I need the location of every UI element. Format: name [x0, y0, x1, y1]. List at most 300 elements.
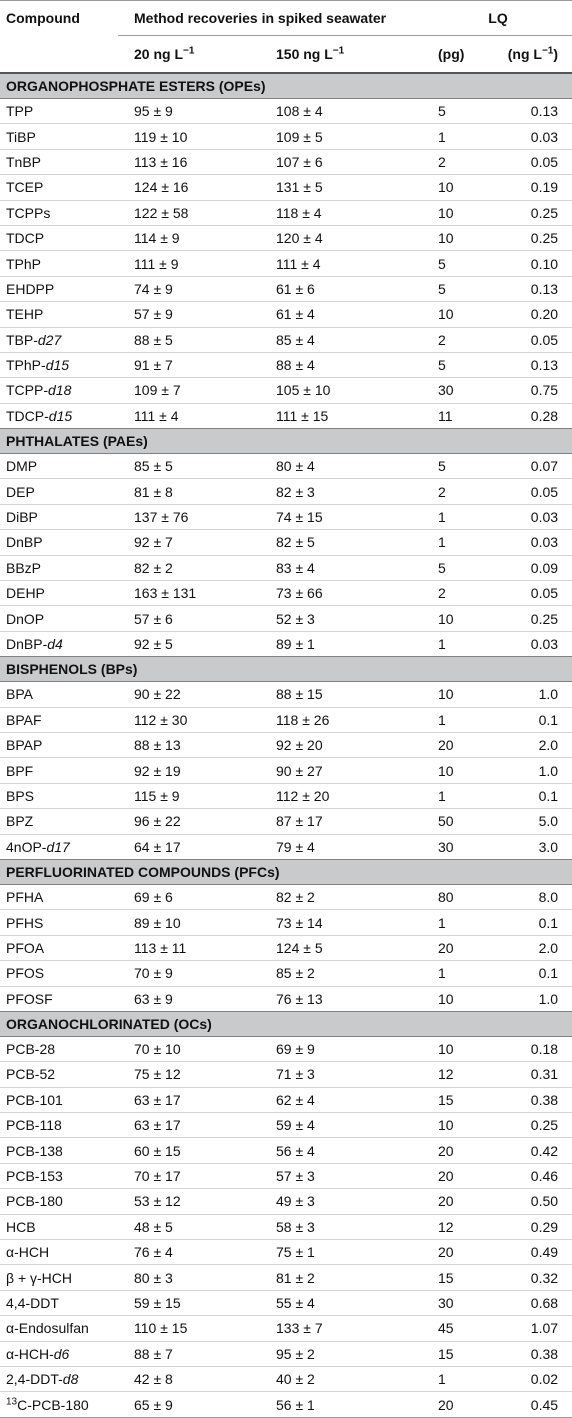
recovery-150-ngl: 108 ± 4 [276, 103, 323, 120]
table-header [0, 1, 572, 74]
compound-name: TPP [6, 103, 34, 120]
compound-name: TCPPs [6, 204, 51, 221]
table-row [0, 352, 572, 377]
recovery-150-ngl: 61 ± 6 [276, 280, 315, 297]
lq-pg: 10 [438, 762, 454, 779]
lq-ngl: 0.38 [530, 1091, 559, 1108]
lq-pg: 10 [438, 1041, 454, 1058]
recovery-150-ngl: 82 ± 5 [276, 534, 315, 551]
table-row [0, 327, 572, 352]
compound-name: α-HCH [6, 1244, 50, 1261]
table-row [0, 1163, 572, 1188]
recovery-20-ngl: 88 ± 7 [134, 1345, 173, 1362]
table-row [0, 884, 572, 909]
table-row [0, 1366, 572, 1391]
compound-name: PFOSF [6, 990, 53, 1007]
recovery-20-ngl: 81 ± 8 [134, 483, 173, 500]
lq-ngl: 1.0 [538, 990, 559, 1007]
lq-ngl: 0.03 [530, 534, 559, 551]
lq-pg: 30 [438, 1294, 454, 1311]
table-row [0, 1087, 572, 1112]
section-title: PHTHALATES (PAEs) [0, 429, 572, 454]
recovery-20-ngl: 90 ± 22 [134, 686, 181, 703]
table-row [0, 403, 572, 428]
recovery-20-ngl: 63 ± 9 [134, 990, 173, 1007]
lq-pg: 10 [438, 610, 454, 627]
recovery-20-ngl: 70 ± 9 [134, 965, 173, 982]
lq-pg: 50 [438, 813, 454, 830]
lq-pg: 2 [438, 153, 446, 170]
header-20ngl: 20 ng $L^{-1}$ [134, 45, 195, 62]
table-row [0, 986, 572, 1011]
lq-ngl: 8.0 [538, 889, 559, 906]
table-body [0, 73, 572, 1417]
lq-ngl: 0.03 [530, 509, 559, 526]
compound-name: PCB-138 [6, 1142, 63, 1159]
recovery-150-ngl: 133 ± 7 [276, 1320, 323, 1337]
lq-ngl: 0.13 [530, 103, 559, 120]
lq-pg: 10 [438, 230, 454, 247]
recovery-20-ngl: 112 ± 30 [134, 711, 188, 728]
compound-name: TBP-d27 [6, 331, 62, 348]
table-row [0, 1189, 572, 1214]
recovery-20-ngl: 70 ± 10 [134, 1041, 181, 1058]
table-row [0, 276, 572, 301]
recovery-20-ngl: 91 ± 7 [134, 357, 173, 374]
compound-name: DiBP [6, 509, 38, 526]
recovery-20-ngl: 57 ± 9 [134, 306, 173, 323]
recovery-20-ngl: 109 ± 7 [134, 382, 181, 399]
recovery-150-ngl: 82 ± 2 [276, 889, 315, 906]
compound-name: EHDPP [6, 280, 55, 297]
lq-ngl: 1.0 [538, 762, 559, 779]
recovery-20-ngl: 74 ± 9 [134, 280, 173, 297]
compound-name: BPZ [6, 813, 34, 830]
compound-name: TCPP-d18 [6, 382, 72, 399]
lq-pg: 10 [438, 179, 454, 196]
recovery-20-ngl: 88 ± 13 [134, 737, 181, 754]
lq-pg: 12 [438, 1218, 454, 1235]
table-row [0, 175, 572, 200]
lq-ngl: 0.03 [530, 636, 559, 652]
table-row [0, 758, 572, 783]
recovery-150-ngl: 85 ± 4 [276, 331, 315, 348]
recovery-150-ngl: 74 ± 15 [276, 509, 323, 526]
compound-name: TEHP [6, 306, 44, 323]
lq-ngl: 0.1 [538, 914, 559, 931]
recovery-150-ngl: 124 ± 5 [276, 939, 323, 956]
table-row [0, 707, 572, 732]
table-row [0, 631, 572, 656]
header-150ngl: 150 ng $L^{-1}$ [276, 45, 345, 62]
table-row [0, 1113, 572, 1138]
lq-pg: 45 [438, 1320, 454, 1337]
recovery-150-ngl: 112 ± 20 [276, 787, 330, 804]
recovery-20-ngl: 113 ± 11 [134, 939, 187, 956]
table-row [0, 606, 572, 631]
recovery-20-ngl: 64 ± 17 [134, 838, 181, 855]
table-row [0, 454, 572, 479]
table-row [0, 809, 572, 834]
recovery-150-ngl: 40 ± 2 [276, 1371, 315, 1388]
lq-ngl: 0.75 [530, 382, 559, 399]
lq-ngl: 0.31 [530, 1066, 559, 1083]
recovery-150-ngl: 55 ± 4 [276, 1294, 315, 1311]
lq-pg: 20 [438, 737, 454, 754]
recovery-20-ngl: 57 ± 6 [134, 610, 173, 627]
recovery-20-ngl: 96 ± 22 [134, 813, 181, 830]
compound-name: α-Endosulfan [6, 1320, 89, 1337]
table-row [0, 1036, 572, 1061]
section-title: BISPHENOLS (BPs) [0, 657, 572, 682]
section-header-row [0, 859, 572, 884]
recovery-150-ngl: 88 ± 4 [276, 357, 315, 374]
header-compound: Compound [6, 10, 80, 27]
recovery-150-ngl: 118 ± 26 [276, 711, 330, 728]
table-row [0, 149, 572, 174]
lq-ngl: 3.0 [538, 838, 559, 855]
recovery-150-ngl: 75 ± 1 [276, 1244, 315, 1261]
compound-name: PCB-28 [6, 1041, 56, 1058]
table-row [0, 1214, 572, 1239]
table-row [0, 1341, 572, 1366]
recovery-150-ngl: 80 ± 4 [276, 458, 315, 475]
recovery-20-ngl: 111 ± 4 [134, 407, 179, 424]
header-ngl: (ng $L^{-1}$) [507, 45, 559, 62]
recovery-150-ngl: 85 ± 2 [276, 965, 315, 982]
compound-name: DEP [6, 483, 35, 500]
lq-ngl: 1.07 [530, 1320, 559, 1337]
compound-name: PCB-101 [6, 1091, 63, 1108]
table-row [0, 200, 572, 225]
table-row [0, 124, 572, 149]
compound-name: PFHS [6, 914, 44, 931]
lq-ngl: 0.05 [530, 483, 559, 500]
compound-name: BPS [6, 787, 35, 804]
compound-name: TPhP [6, 255, 42, 272]
recovery-20-ngl: 80 ± 3 [134, 1269, 173, 1286]
lq-pg: 10 [438, 686, 454, 703]
table-row [0, 1392, 572, 1417]
lq-pg: 20 [438, 939, 454, 956]
lq-ngl: 0.05 [530, 153, 559, 170]
lq-ngl: 0.49 [530, 1244, 559, 1261]
recovery-20-ngl: 76 ± 4 [134, 1244, 173, 1261]
recovery-150-ngl: 62 ± 4 [276, 1091, 315, 1108]
compound-name: PFOA [6, 939, 45, 956]
recovery-150-ngl: 73 ± 14 [276, 914, 323, 931]
header-row-main [0, 1, 572, 36]
lq-pg: 1 [438, 711, 446, 728]
lq-pg: 2 [438, 331, 446, 348]
recovery-20-ngl: 122 ± 58 [134, 204, 189, 221]
recovery-150-ngl: 88 ± 15 [276, 686, 323, 703]
recovery-20-ngl: 111 ± 9 [134, 255, 179, 272]
lq-ngl: 0.28 [530, 407, 559, 424]
table-row [0, 935, 572, 960]
recovery-20-ngl: 115 ± 9 [134, 787, 180, 804]
recovery-20-ngl: 82 ± 2 [134, 559, 173, 576]
lq-ngl: 5.0 [538, 813, 559, 830]
table-row [0, 99, 572, 124]
section-header-row [0, 429, 572, 454]
recovery-20-ngl: 65 ± 9 [134, 1396, 173, 1413]
compound-name: 4,4-DDT [6, 1294, 59, 1311]
compound-name: PCB-180 [6, 1193, 63, 1210]
header-lq: LQ [424, 1, 572, 36]
compound-name: DEHP [6, 585, 45, 602]
compound-name: 2,4-DDT-d8 [6, 1371, 79, 1388]
table-row [0, 1290, 572, 1315]
recovery-20-ngl: 60 ± 15 [134, 1142, 181, 1159]
lq-pg: 20 [438, 1142, 454, 1159]
section-title: ORGANOPHOSPHATE ESTERS (OPEs) [0, 73, 572, 99]
recovery-150-ngl: 120 ± 4 [276, 230, 323, 247]
recovery-20-ngl: 92 ± 5 [134, 636, 173, 652]
lq-pg: 10 [438, 204, 454, 221]
lq-pg: 5 [438, 458, 446, 475]
lq-pg: 12 [438, 1066, 454, 1083]
compound-name: PFHA [6, 889, 44, 906]
lq-pg: 1 [438, 636, 446, 652]
header-row-sub [0, 36, 572, 74]
lq-pg: 2 [438, 585, 446, 602]
lq-pg: 20 [438, 1168, 454, 1185]
compound-name: BBzP [6, 559, 42, 576]
compound-name: BPAP [6, 737, 43, 754]
recovery-150-ngl: 82 ± 3 [276, 483, 315, 500]
recovery-150-ngl: 79 ± 4 [276, 838, 315, 855]
table-row [0, 732, 572, 757]
compound-name: β + γ-HCH [6, 1269, 73, 1286]
lq-ngl: 0.05 [530, 331, 559, 348]
recovery-20-ngl: 113 ± 16 [134, 153, 188, 170]
lq-ngl: 0.1 [538, 711, 559, 728]
lq-ngl: 0.46 [530, 1168, 559, 1185]
lq-ngl: 0.25 [530, 610, 559, 627]
recovery-20-ngl: 63 ± 17 [134, 1091, 181, 1108]
table-row [0, 1265, 572, 1290]
compound-name: BPF [6, 762, 34, 779]
lq-pg: 5 [438, 357, 446, 374]
compound-name: PCB-118 [6, 1117, 62, 1134]
lq-ngl: 2.0 [538, 939, 559, 956]
recovery-150-ngl: 69 ± 9 [276, 1041, 315, 1058]
recovery-150-ngl: 92 ± 20 [276, 737, 323, 754]
lq-pg: 11 [438, 407, 453, 424]
recovery-150-ngl: 111 ± 15 [276, 407, 329, 424]
lq-pg: 5 [438, 280, 446, 297]
lq-pg: 1 [438, 914, 446, 931]
recovery-20-ngl: 119 ± 10 [134, 128, 188, 145]
lq-pg: 15 [438, 1269, 454, 1286]
recovery-150-ngl: 56 ± 4 [276, 1142, 315, 1159]
compound-name: DnBP-d4 [6, 636, 63, 652]
lq-ngl: 0.1 [538, 965, 559, 982]
lq-ngl: 0.13 [530, 280, 559, 297]
recovery-150-ngl: 107 ± 6 [276, 153, 323, 170]
recovery-150-ngl: 87 ± 17 [276, 813, 323, 830]
recovery-150-ngl: 90 ± 27 [276, 762, 323, 779]
recovery-150-ngl: 109 ± 5 [276, 128, 323, 145]
recovery-20-ngl: 137 ± 76 [134, 509, 189, 526]
table-row [0, 479, 572, 504]
lq-pg: 10 [438, 306, 454, 323]
header-method-recoveries: Method recoveries in spiked seawater [118, 1, 424, 36]
recovery-20-ngl: 48 ± 5 [134, 1218, 173, 1235]
compound-name: DMP [6, 458, 38, 475]
table-row [0, 961, 572, 986]
compound-name: PCB-153 [6, 1168, 63, 1185]
lq-pg: 1 [438, 1371, 446, 1388]
recovery-20-ngl: 89 ± 10 [134, 914, 181, 931]
table-row [0, 910, 572, 935]
table-row [0, 530, 572, 555]
compound-name: TCEP [6, 179, 44, 196]
table-row [0, 302, 572, 327]
compound-name: 4nOP-d17 [6, 838, 70, 855]
lq-ngl: 0.38 [530, 1345, 559, 1362]
recovery-150-ngl: 59 ± 4 [276, 1117, 315, 1134]
lq-pg: 1 [438, 128, 446, 145]
recovery-150-ngl: 73 ± 66 [276, 585, 323, 602]
lq-ngl: 0.20 [530, 306, 559, 323]
recovery-20-ngl: 70 ± 17 [134, 1168, 181, 1185]
section-header-row [0, 73, 572, 99]
compound-name: BPA [6, 686, 33, 703]
table-row [0, 504, 572, 529]
lq-ngl: 0.50 [530, 1193, 559, 1210]
recovery-150-ngl: 52 ± 3 [276, 610, 315, 627]
compound-name: $^{13}$C-PCB-180 [6, 1395, 89, 1413]
lq-ngl: 0.10 [530, 255, 559, 272]
lq-ngl: 1.0 [538, 686, 559, 703]
lq-ngl: 0.03 [530, 128, 559, 145]
recovery-20-ngl: 92 ± 19 [134, 762, 181, 779]
lq-pg: 20 [438, 1244, 454, 1261]
recovery-20-ngl: 75 ± 12 [134, 1066, 181, 1083]
lq-ngl: 0.68 [530, 1294, 559, 1311]
lq-ngl: 0.18 [530, 1041, 559, 1058]
lq-ngl: 0.25 [530, 1117, 559, 1134]
table-row [0, 378, 572, 403]
lq-pg: 1 [438, 965, 446, 982]
lq-ngl: 0.07 [530, 458, 559, 475]
lq-pg: 1 [438, 509, 446, 526]
lq-pg: 10 [438, 990, 454, 1007]
recovery-150-ngl: 131 ± 5 [276, 179, 323, 196]
section-title: PERFLUORINATED COMPOUNDS (PFCs) [0, 859, 572, 884]
table-row [0, 1240, 572, 1265]
lq-ngl: 0.19 [530, 179, 559, 196]
recovery-20-ngl: 69 ± 6 [134, 889, 173, 906]
lq-ngl: 0.1 [538, 787, 559, 804]
lq-pg: 80 [438, 889, 454, 906]
recovery-20-ngl: 124 ± 16 [134, 179, 189, 196]
compound-name: PFOS [6, 965, 45, 982]
lq-pg: 10 [438, 1117, 454, 1134]
lq-ngl: 0.05 [530, 585, 559, 602]
compound-name: PCB-52 [6, 1066, 56, 1083]
recovery-20-ngl: 59 ± 15 [134, 1294, 181, 1311]
lq-pg: 20 [438, 1396, 454, 1413]
compound-name: DnOP [6, 610, 45, 627]
compound-name: TDCP-d15 [6, 407, 73, 424]
lq-pg: 5 [438, 559, 446, 576]
table-row [0, 1138, 572, 1163]
recovery-20-ngl: 85 ± 5 [134, 458, 173, 475]
table-row [0, 581, 572, 606]
section-header-row [0, 657, 572, 682]
recovery-150-ngl: 89 ± 1 [276, 636, 315, 652]
recovery-20-ngl: 42 ± 8 [134, 1371, 173, 1388]
recovery-150-ngl: 111 ± 4 [276, 255, 321, 272]
lq-pg: 30 [438, 382, 454, 399]
table-row [0, 834, 572, 859]
compound-name: TDCP [6, 230, 45, 247]
lq-pg: 15 [438, 1091, 454, 1108]
table-row [0, 783, 572, 808]
recovery-150-ngl: 76 ± 13 [276, 990, 323, 1007]
table-row [0, 225, 572, 250]
section-header-row [0, 1011, 572, 1036]
lq-ngl: 2.0 [538, 737, 559, 754]
lq-ngl: 0.09 [530, 559, 559, 576]
table-row [0, 1316, 572, 1341]
lq-ngl: 0.25 [530, 230, 559, 247]
lq-ngl: 0.45 [530, 1396, 559, 1413]
header-pg: (pg) [438, 46, 465, 62]
lq-pg: 20 [438, 1193, 454, 1210]
lq-pg: 1 [438, 534, 446, 551]
compound-name: DnBP [6, 534, 43, 551]
lq-pg: 5 [438, 103, 446, 120]
recovery-150-ngl: 83 ± 4 [276, 559, 315, 576]
recovery-20-ngl: 63 ± 17 [134, 1117, 181, 1134]
recovery-20-ngl: 92 ± 7 [134, 534, 173, 551]
table-row [0, 682, 572, 707]
recovery-150-ngl: 58 ± 3 [276, 1218, 315, 1235]
recovery-150-ngl: 56 ± 1 [276, 1396, 315, 1413]
recovery-20-ngl: 163 ± 131 [134, 585, 197, 602]
lq-pg: 5 [438, 255, 446, 272]
recovery-20-ngl: 88 ± 5 [134, 331, 173, 348]
compound-name: TiBP [6, 128, 36, 145]
section-title: ORGANOCHLORINATED (OCs) [0, 1011, 572, 1036]
table-row [0, 251, 572, 276]
recovery-150-ngl: 61 ± 4 [276, 306, 315, 323]
recovery-150-ngl: 81 ± 2 [276, 1269, 315, 1286]
compound-name: BPAF [6, 711, 42, 728]
table-row [0, 555, 572, 580]
recovery-20-ngl: 95 ± 9 [134, 103, 173, 120]
lq-ngl: 0.32 [530, 1269, 559, 1286]
recovery-150-ngl: 57 ± 3 [276, 1168, 315, 1185]
table-row [0, 1062, 572, 1087]
header-empty [0, 36, 118, 74]
compound-name: TnBP [6, 153, 42, 170]
recovery-150-ngl: 95 ± 2 [276, 1345, 315, 1362]
compound-name: TPhP-d15 [6, 357, 70, 374]
recovery-20-ngl: 53 ± 12 [134, 1193, 181, 1210]
lq-pg: 1 [438, 787, 446, 804]
recovery-20-ngl: 110 ± 15 [134, 1320, 188, 1337]
lq-ngl: 0.29 [530, 1218, 559, 1235]
lq-ngl: 0.02 [530, 1371, 559, 1388]
recovery-150-ngl: 118 ± 4 [276, 204, 322, 221]
recovery-20-ngl: 114 ± 9 [134, 230, 180, 247]
lq-pg: 30 [438, 838, 454, 855]
